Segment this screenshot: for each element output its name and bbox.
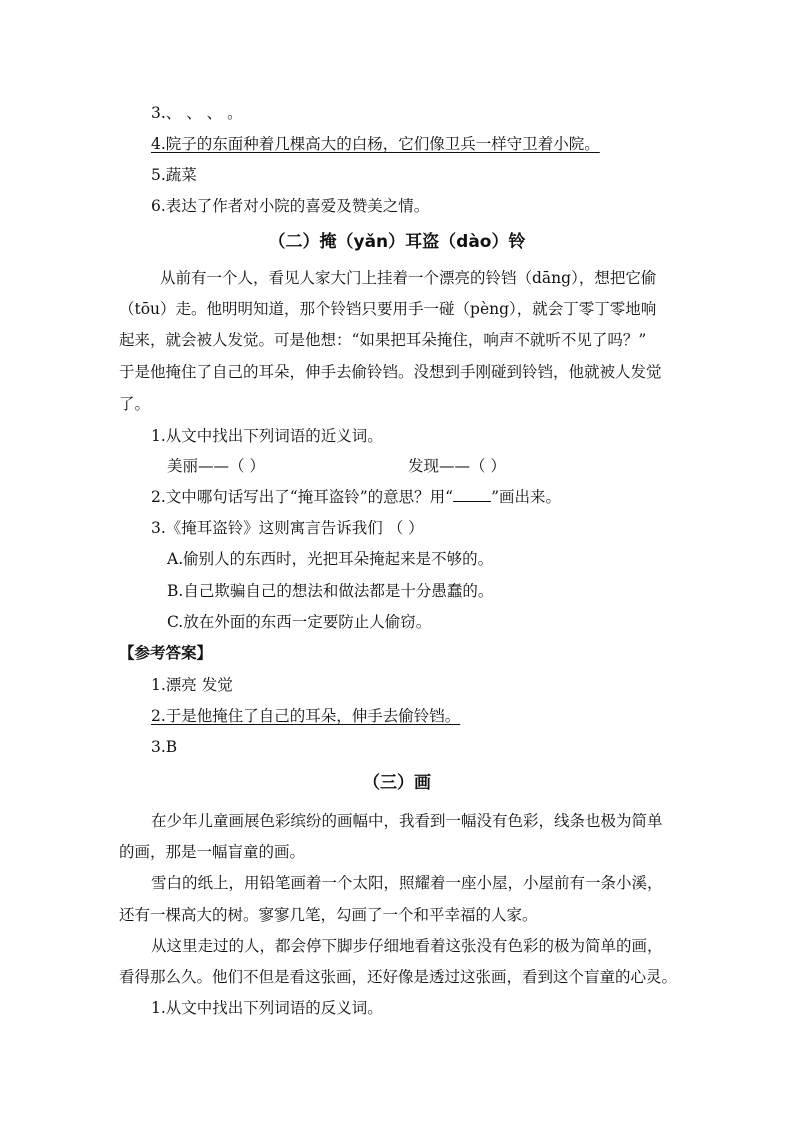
answer-5: 5.蔬菜 (151, 166, 197, 184)
question-2-2-tail: ”画出来。 (491, 488, 561, 506)
answers-heading: 【参考答案】 (119, 644, 213, 662)
question-3-1: 1.从文中找出下列词语的反义词。 (151, 999, 383, 1017)
passage-3-line-4: 还有一棵高大的树。寥寥几笔，勾画了一个和平幸福的人家。 (119, 906, 538, 924)
question-2-2 (151, 487, 561, 507)
answer-2-2: 2.于是他掩住了自己的耳朵，伸手去偷铃铛。 (151, 707, 461, 725)
option-b: B.自己欺骗自己的想法和做法都是十分愚蠢的。 (167, 582, 494, 600)
passage-2-line-3: 起来，就会被人发觉。可是他想：“如果把耳朵掩住，响声不就听不见了吗？” (119, 331, 647, 349)
passage-2-line-4: 于是他掩住了自己的耳朵，伸手去偷铃铛。没想到手刚碰到铃铛，他就被人发觉 (119, 363, 662, 381)
synonym-item-1: 美丽——（ ） (167, 457, 265, 475)
answer-4: 4.院子的东面种着几棵高大的白杨，它们像卫兵一样守卫着小院。 (151, 135, 600, 153)
passage-2-line-1: 从前有一个人，看见人家大门上挂着一个漂亮的铃铛（dāng），想把它偷 (160, 269, 657, 287)
question-2-2-text: 2.文中哪句话写出了“掩耳盗铃”的意思？用“ (151, 488, 454, 506)
passage-3-line-3: 雪白的纸上，用铅笔画着一个太阳，照耀着一座小屋，小屋前有一条小溪， (151, 874, 663, 892)
option-c: C.放在外面的东西一定要防止人偷窃。 (167, 613, 432, 631)
option-a: A.偷别人的东西时，光把耳朵掩起来是不够的。 (167, 550, 494, 568)
underline-blank (453, 487, 491, 502)
answer-6: 6.表达了作者对小院的喜爱及赞美之情。 (151, 197, 430, 215)
passage-3-line-2: 的画，那是一幅盲童的画。 (119, 843, 306, 861)
question-2-3: 3.《掩耳盗铃》这则寓言告诉我们 （ ） (151, 519, 424, 537)
passage-3-line-1: 在少年儿童画展色彩缤纷的画幅中，我看到一幅没有色彩，线条也极为简单 (151, 812, 663, 830)
passage-3-line-6: 看得那么久。他们不但是看这张画，还好像是透过这张画，看到这个盲童的心灵。 (119, 968, 678, 986)
synonym-item-2: 发现——（ ） (408, 457, 506, 475)
answer-3: 3.、 、 、 。 (151, 104, 243, 122)
answer-2-3: 3.B (151, 738, 178, 756)
passage-2-line-5: 了。 (119, 395, 151, 413)
section-2-title: （二）掩（yǎn）耳盗（dào）铃 (268, 232, 526, 252)
passage-2-line-2: （tōu）走。他明明知道，那个铃铛只要用手一碰（pèng），就会丁零丁零地响 (119, 300, 657, 318)
passage-3-line-5: 从这里走过的人，都会停下脚步仔细地看着这张没有色彩的极为简单的画， (151, 937, 663, 955)
section-3-title: （三）画 (363, 773, 431, 793)
question-2-1: 1.从文中找出下列词语的近义词。 (151, 427, 383, 445)
answer-2-1: 1.漂亮 发觉 (151, 676, 233, 694)
